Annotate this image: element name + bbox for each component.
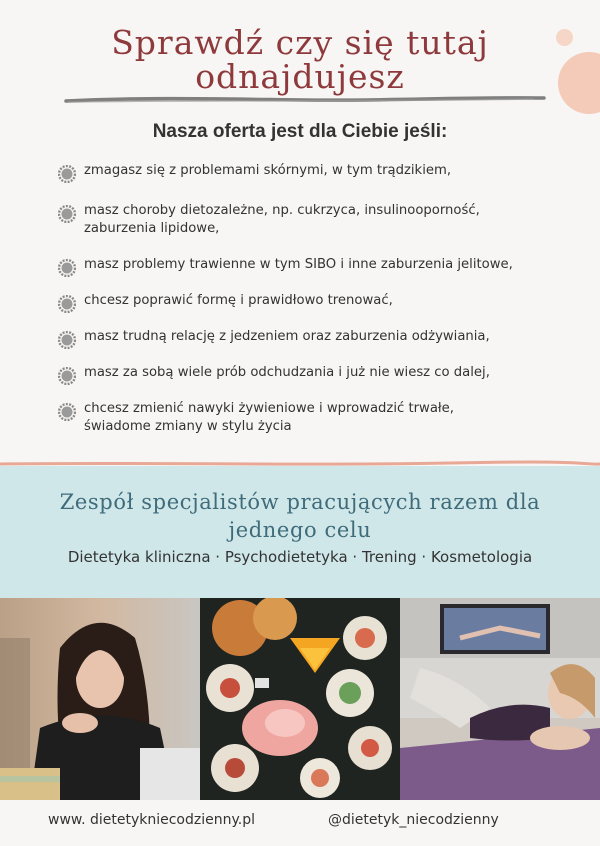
gear-badge-icon	[58, 295, 76, 313]
home-workout-photo	[400, 598, 600, 800]
list-item-text	[84, 292, 534, 310]
gear-badge-icon	[58, 205, 76, 223]
offer-heading: Nasza oferta jest dla Ciebie jeśli:	[152, 121, 448, 142]
team-heading	[0, 488, 600, 544]
list-item-line: masz za sobą wiele prób odchudzania i już nie wiesz co dalej,	[84, 365, 490, 380]
gear-badge-icon	[58, 367, 76, 385]
page-title-line1: Sprawdź czy się tutaj	[111, 23, 489, 62]
list-item-text	[84, 256, 534, 274]
website-link[interactable]: www. dietetykniecodzienny.pl	[48, 812, 255, 828]
list-item-line: chcesz zmienić nawyki żywieniowe i wprowadzić trwałe,	[84, 401, 454, 416]
brush-stroke-divider	[64, 94, 546, 106]
dietitian-portrait-photo	[0, 598, 200, 800]
gear-badge-icon	[58, 403, 76, 421]
list-item-line: zmagasz się z problemami skórnymi, w tym trądzikiem,	[84, 163, 452, 178]
instagram-handle[interactable]: @dietetyk_niecodzienny	[328, 812, 499, 828]
page-title	[0, 23, 600, 96]
gear-badge-icon	[58, 259, 76, 277]
list-item-line: chcesz poprawić formę i prawidłowo trenować,	[84, 293, 393, 308]
team-section	[0, 466, 600, 598]
list-item-text	[84, 364, 534, 382]
list-item-line: masz choroby dietozależne, np. cukrzyca, insulinooporność,	[84, 203, 480, 218]
list-item-text	[84, 400, 534, 436]
team-heading-line2: jednego celu	[228, 518, 372, 542]
list-item-line: masz trudną relację z jedzeniem oraz zaburzenia odżywiania,	[84, 329, 490, 344]
gear-badge-icon	[58, 165, 76, 183]
services-list: Dietetyka kliniczna · Psychodietetyka · Trening · Kosmetologia	[67, 548, 533, 566]
list-item-text	[84, 328, 534, 346]
gear-badge-icon	[58, 331, 76, 349]
list-item-line: świadome zmiany w stylu życia	[84, 419, 292, 434]
list-item-line: masz problemy trawienne w tym SIBO i inne zaburzenia jelitowe,	[84, 257, 513, 272]
list-item-text	[84, 162, 534, 180]
sushi-platter-photo	[200, 598, 400, 800]
team-heading-line1: Zespół specjalistów pracujących razem dla	[59, 490, 541, 514]
list-item-line: zaburzenia lipidowe,	[84, 221, 220, 236]
page-title-line2: odnajdujesz	[195, 57, 405, 96]
list-item-text	[84, 202, 534, 238]
